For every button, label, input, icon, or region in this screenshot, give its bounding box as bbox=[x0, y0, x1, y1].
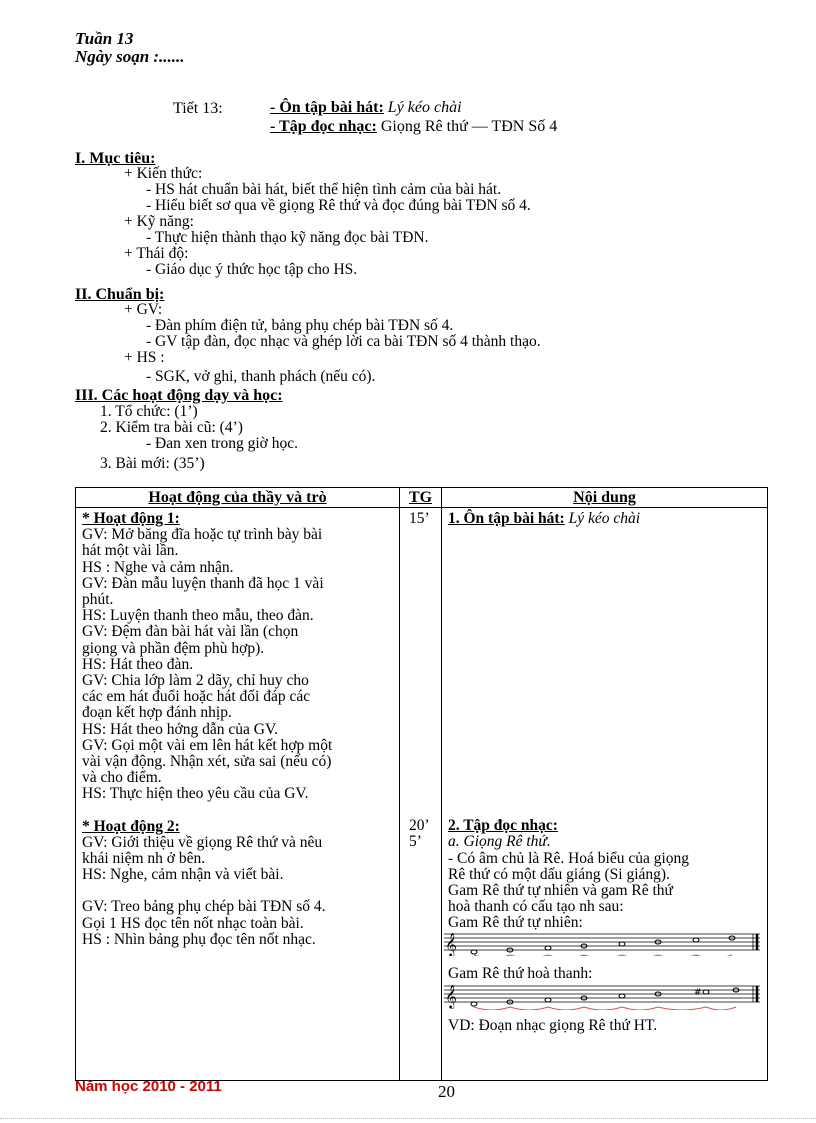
activities-list bbox=[100, 404, 298, 472]
sight-reading-text: Giọng Rê thứ — TĐN Số 4 bbox=[380, 118, 558, 135]
objective-line: + Kiến thức: bbox=[124, 165, 203, 182]
time-value: 20’ bbox=[409, 817, 430, 835]
objective-line: - Thực hiện thành thạo kỹ năng đọc bài TĐN. bbox=[146, 229, 429, 246]
content-line: hoà thanh có cấu tạo nh sau: bbox=[448, 898, 624, 916]
preparation-line: + GV: bbox=[124, 301, 163, 318]
preparation-line: + HS : bbox=[124, 349, 165, 366]
activity-1-line: HS: Luyện thanh theo mẫu, theo đàn. bbox=[82, 607, 314, 625]
activity-1-line: GV: Đệm đàn bài hát vài lần (chọn bbox=[82, 623, 299, 641]
activity-2-line: HS: Nghe, cảm nhận và viết bài. bbox=[82, 866, 284, 884]
natural-minor-staff bbox=[444, 932, 760, 956]
activity-1-line: GV: Gọi một vài em lên hát kết hợp một bbox=[82, 736, 333, 754]
header-teacher-student: Hoạt động của thầy và trò bbox=[76, 488, 400, 508]
activity-1-line: HS: Hát theo hớng dẫn của GV. bbox=[82, 720, 279, 738]
activity-2-line: GV: Treo bảng phụ chép bài TĐN số 4. bbox=[82, 898, 326, 916]
activity-1-line: phút. bbox=[82, 591, 114, 609]
activity-line: 2. Kiểm tra bài cũ: (4’) bbox=[100, 419, 243, 436]
content-line: Gam Rê thứ tự nhiên và gam Rê thứ bbox=[448, 882, 673, 900]
lesson-line-1 bbox=[270, 99, 462, 117]
activity-line: - Đan xen trong giờ học. bbox=[146, 435, 298, 452]
preparation-line: - SGK, vở ghi, thanh phách (nếu có). bbox=[146, 368, 376, 385]
activity-1-line: GV: Chia lớp làm 2 dãy, chỉ huy cho bbox=[82, 672, 309, 690]
week-label: Tuần 13 bbox=[75, 29, 134, 48]
activity-2-line: Gọi 1 HS đọc tên nốt nhạc toàn bài. bbox=[82, 914, 304, 932]
activity-1-line: đoạn kết hợp đánh nhịp. bbox=[82, 704, 232, 722]
activity-1-line: GV: Mở băng đĩa hoặc tự trình bày bài bbox=[82, 526, 323, 544]
sight-reading-label: - Tập đọc nhạc: bbox=[270, 118, 377, 135]
activity-1-line: HS: Thực hiện theo yêu cầu của GV. bbox=[82, 785, 309, 803]
table-header-row bbox=[76, 488, 768, 508]
table-body-row bbox=[76, 508, 768, 1081]
period-label: Tiết 13: bbox=[173, 100, 223, 117]
activity-1-line: HS: Hát theo đàn. bbox=[82, 655, 194, 673]
prep-date: Ngày soạn :...... bbox=[75, 47, 185, 66]
song-title: Lý kéo chài bbox=[387, 99, 462, 116]
example-line: VD: Đoạn nhạc giọng Rê thứ HT. bbox=[448, 1016, 658, 1034]
time-cell bbox=[400, 508, 442, 1081]
lesson-line-2 bbox=[270, 118, 557, 136]
lesson-table bbox=[75, 487, 768, 1081]
objective-line: - Hiểu biết sơ qua về giọng Rê thứ và đọc đúng bài TĐN số 4. bbox=[146, 197, 531, 214]
activity-1-line: HS : Nghe và cảm nhận. bbox=[82, 558, 234, 576]
review-song-label: - Ôn tập bài hát: bbox=[270, 99, 384, 116]
content-line: - Có âm chủ là Rê. Hoá biểu của giọng bbox=[448, 849, 690, 867]
header-content: Nội dung bbox=[442, 488, 768, 508]
preparation-list bbox=[124, 302, 541, 385]
treble-clef-icon: 𝄞 bbox=[445, 983, 457, 1008]
page-bottom-divider bbox=[0, 1118, 816, 1119]
preparation-line: - GV tập đàn, đọc nhạc và ghép lời ca bài TĐN số 4 thành thạo. bbox=[146, 333, 541, 350]
sharp-icon: # bbox=[694, 987, 702, 998]
activity-1-line: GV: Đàn mẫu luyện thanh đã học 1 vài bbox=[82, 574, 324, 592]
activity-1-title: * Hoạt động 1: bbox=[82, 510, 180, 527]
activity-1-line: và cho điểm. bbox=[82, 769, 162, 787]
activity-2-title: * Hoạt động 2: bbox=[82, 817, 180, 835]
time-value: 5’ bbox=[409, 833, 422, 851]
objective-line: - Giáo dục ý thức học tập cho HS. bbox=[146, 261, 358, 278]
activity-2-line: GV: Giới thiệu về giọng Rê thứ và nêu bbox=[82, 833, 323, 851]
time-value: 15’ bbox=[409, 510, 430, 527]
harmonic-minor-staff bbox=[444, 982, 760, 1010]
activity-1-line: hát một vài lần. bbox=[82, 542, 179, 560]
activity-1-line: các em hát đuổi hoặc hát đối đáp các bbox=[82, 688, 311, 706]
objective-line: + Kỹ năng: bbox=[124, 213, 194, 230]
activities-cell bbox=[76, 508, 400, 1081]
scale-2-caption: Gam Rê thứ hoà thanh: bbox=[448, 964, 593, 982]
content-cell bbox=[442, 508, 768, 1081]
activity-1-line: giọng và phần đệm phù hợp). bbox=[82, 639, 265, 657]
section-objectives-heading: I. Mục tiêu: bbox=[75, 150, 156, 167]
content-line: Rê thứ có một dấu giáng (Si giáng). bbox=[448, 865, 670, 883]
content-part-2-label: 2. Tập đọc nhạc: bbox=[448, 817, 558, 835]
section-preparation-heading: II. Chuẩn bị: bbox=[75, 286, 165, 303]
preparation-line: - Đàn phím điện tử, bảng phụ chép bài TĐN số 4. bbox=[146, 317, 454, 334]
school-year: Năm học 2010 - 2011 bbox=[75, 1078, 222, 1095]
activity-line: 1. Tổ chức: (1’) bbox=[100, 403, 198, 420]
section-activities-heading: III. Các hoạt động dạy và học: bbox=[75, 387, 283, 404]
content-part-1-label: 1. Ôn tập bài hát: bbox=[448, 510, 565, 527]
activity-1-line: vài vận động. Nhận xét, sửa sai (nếu có) bbox=[82, 753, 332, 771]
activity-2-line: HS : Nhìn bảng phụ đọc tên nốt nhạc. bbox=[82, 930, 316, 948]
objective-line: + Thái độ: bbox=[124, 245, 189, 262]
content-song-title: Lý kéo chài bbox=[568, 510, 641, 527]
content-sub-a: a. Giọng Rê thứ. bbox=[448, 833, 551, 851]
page-number: 20 bbox=[438, 1082, 455, 1101]
treble-clef-icon: 𝄞 bbox=[445, 931, 457, 956]
activity-2-line: khái niệm nh ở bên. bbox=[82, 850, 206, 868]
activity-line: 3. Bài mới: (35’) bbox=[100, 455, 205, 472]
header-time: TG bbox=[400, 488, 442, 508]
objectives-list bbox=[124, 166, 531, 278]
scale-1-caption: Gam Rê thứ tự nhiên: bbox=[448, 914, 583, 932]
objective-line: - HS hát chuẩn bài hát, biết thể hiện tình cảm của bài hát. bbox=[146, 181, 502, 198]
